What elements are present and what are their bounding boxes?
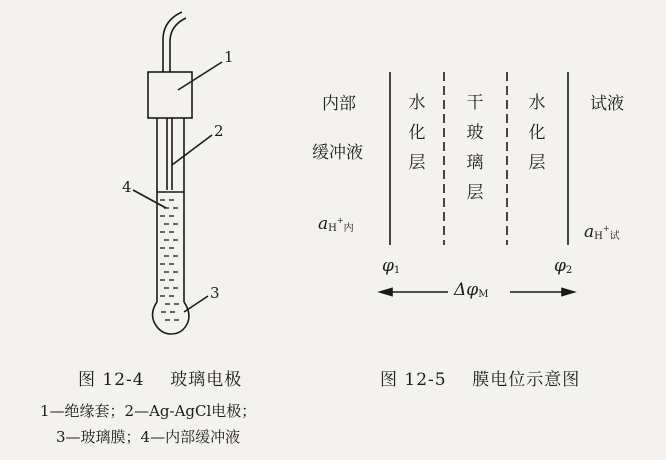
callout-4: 4 (122, 178, 132, 196)
callout-leader-2 (172, 135, 212, 165)
fig1-legend-line-2: 3—玻璃膜；4—内部缓冲液 (56, 428, 241, 446)
dry-glass-layer: 干玻璃层 (466, 93, 484, 203)
callout-3: 3 (210, 284, 220, 302)
buffer-solution-fill (160, 200, 179, 320)
lead-wire-outer (170, 18, 186, 72)
fig1-legend-line-1: 1—绝缘套；2—Ag-AgCl电极； (40, 402, 257, 420)
lead-wire (163, 12, 182, 72)
glass-electrode-drawing (133, 12, 222, 334)
callout-2: 2 (214, 122, 224, 140)
fig2-caption-number: 图 12-5 (380, 370, 447, 390)
arrow-head-right (562, 289, 574, 296)
phi-2: $\varphi_2$ (554, 256, 573, 276)
glass-membrane-bulb (153, 302, 189, 334)
fig1-caption-number: 图 12-4 (78, 370, 145, 390)
phi-1: $\varphi_1$ (382, 256, 401, 276)
fig1-caption-title: 玻璃电极 (170, 370, 243, 390)
arrow-head-left (380, 289, 392, 296)
hydrated-layer-left: 水化层 (408, 93, 426, 173)
test-solution-label: 试液 (590, 94, 624, 114)
insulating-cap (148, 72, 192, 118)
fig2-caption-title: 膜电位示意图 (472, 370, 581, 390)
hydrated-layer-right: 水化层 (528, 93, 546, 173)
callout-1: 1 (224, 48, 234, 66)
inner-buffer-label-2: 缓冲液 (312, 143, 363, 163)
activity-inner: $a_H^+_内$ (318, 214, 354, 234)
fig1-caption (78, 372, 242, 389)
fig2-caption (380, 372, 580, 389)
callout-leader-3 (184, 296, 208, 312)
activity-test: $a_H^+_试$ (584, 222, 620, 242)
delta-phi-m: $\Delta\varphi_M$ (454, 280, 489, 300)
inner-buffer-label-1: 内部 (322, 94, 356, 114)
